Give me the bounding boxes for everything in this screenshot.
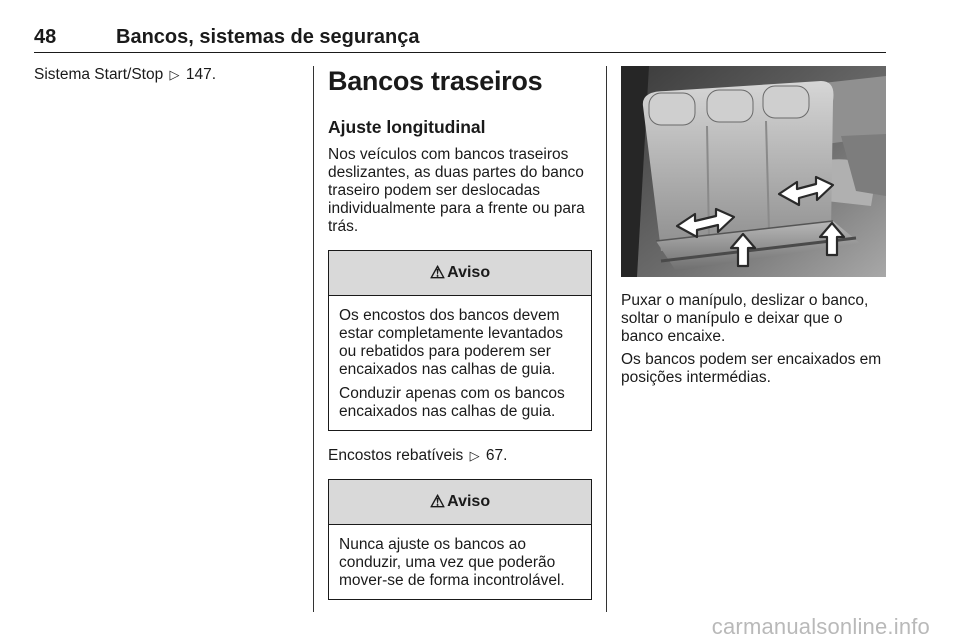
page-header (34, 24, 886, 53)
warning-triangle-icon: ⚠ (429, 263, 446, 282)
chapter-title: Bancos, sistemas de segurança (116, 26, 420, 48)
warning-body (329, 296, 591, 430)
warning-body (329, 525, 591, 599)
cross-reference-start-stop[interactable] (34, 66, 304, 84)
warning-label: Aviso (447, 493, 491, 510)
reference-arrow-icon: ▷ (169, 67, 180, 82)
reference-page: 67. (481, 447, 508, 464)
warning-triangle-icon: ⚠ (429, 492, 446, 511)
watermark: carmanualsonline.info (711, 614, 930, 639)
cross-reference-folding-backrests[interactable] (328, 447, 592, 465)
reference-text: Encostos rebatíveis (328, 447, 464, 464)
instruction-paragraph: Puxar o manípulo, deslizar o banco, soltar o manípulo e deixar que o banco encaixe. (621, 292, 869, 345)
reference-page: 147. (181, 66, 217, 83)
warning-paragraph: Conduzir apenas com os bancos encaixados nas calhas de guia. (339, 385, 565, 420)
subsection-title: Ajuste longitudinal (328, 117, 486, 137)
rear-seat-illustration (621, 66, 886, 277)
reference-text: Sistema Start/Stop (34, 66, 164, 83)
middle-column (328, 66, 592, 616)
right-column (621, 66, 886, 392)
left-column (34, 66, 304, 84)
reference-arrow-icon: ▷ (469, 448, 480, 463)
warning-box-2 (328, 479, 592, 600)
page-number: 48 (34, 26, 57, 48)
warning-paragraph: Nunca ajuste os bancos ao conduzir, uma vez que poderão mover-se de forma incontrolável. (339, 536, 565, 589)
intro-paragraph: Nos veículos com bancos traseiros deslizantes, as duas partes do banco traseiro podem ser deslocadas individualmente para a frente ou para trás. (328, 146, 585, 235)
warning-label: Aviso (447, 264, 491, 281)
column-divider-right (606, 66, 607, 612)
column-divider-left (313, 66, 314, 612)
warning-paragraph: Os encostos dos bancos devem estar completamente levantados ou rebatidos para poderem ser encaixados nas calhas de guia. (339, 307, 564, 378)
warning-box-1 (328, 250, 592, 431)
instruction-paragraph: Os bancos podem ser encaixados em posições intermédias. (621, 351, 882, 386)
warning-header (329, 251, 591, 296)
section-title: Bancos traseiros (328, 66, 543, 96)
warning-header (329, 480, 591, 525)
